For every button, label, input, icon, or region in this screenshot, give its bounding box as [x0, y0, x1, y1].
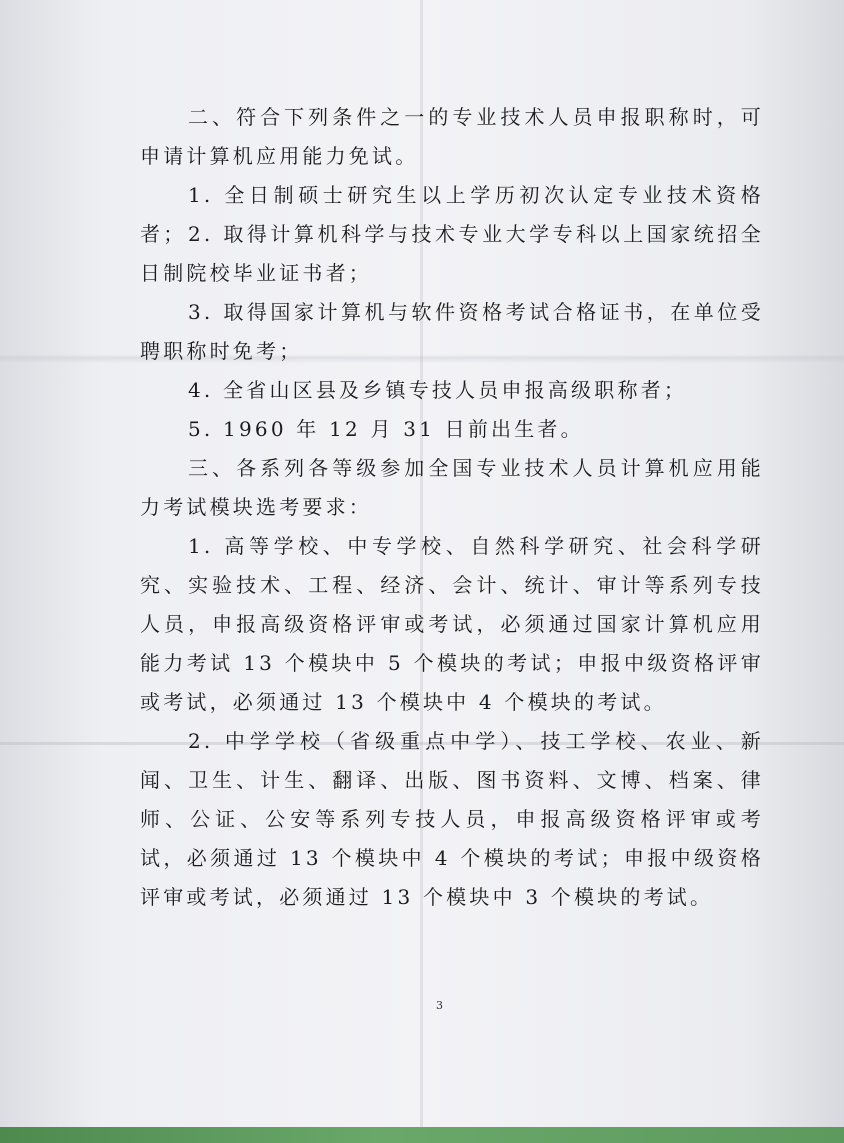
- paragraph-item-1: 1. 全日制硕士研究生以上学历初次认定专业技术资格者；: [140, 183, 764, 246]
- paragraph-item-3: 3. 取得国家计算机与软件资格考试合格证书，在单位受聘职称时免考；: [140, 300, 764, 363]
- paragraph-item-5: 5. 1960 年 12 月 31 日前出生者。: [188, 417, 584, 441]
- scan-edge-strip: [0, 1127, 844, 1143]
- page-number: 3: [436, 999, 443, 1012]
- paragraph-section-three: 三、各系列各等级参加全国专业技术人员计算机应用能力考试模块选考要求：: [140, 456, 764, 519]
- paragraph-section-two: 二、符合下列条件之一的专业技术人员申报职称时，可申请计算机应用能力免试。: [140, 105, 764, 168]
- paragraph-item-2: 2. 取得计算机科学与技术专业大学专科以上国家统招全日制院校毕业证书者；: [140, 222, 764, 285]
- paragraph-item-4: 4. 全省山区县及乡镇专技人员申报高级职称者；: [188, 378, 688, 402]
- paragraph-requirement-2: 2. 中学学校（省级重点中学）、技工学校、农业、新闻、卫生、计生、翻译、出版、图书资料、文博、档案、律师、公证、公安等系列专技人员，申报高级资格评审或考试，必须通过 13 个模块中 4 个模块的考试；申报中级资格评审或考试，必须通过 13 个模块中 3 个模块的考试。: [140, 729, 764, 909]
- paragraph-requirement-1: 1. 高等学校、中专学校、自然科学研究、社会科学研究、实验技术、工程、经济、会计、统计、审计等系列专技人员，申报高级资格评审或考试，必须通过国家计算机应用能力考试 13 个模块中 5 个模块的考试；申报中级资格评审或考试，必须通过 13 个模块中 4 个模块的考试。: [140, 534, 764, 714]
